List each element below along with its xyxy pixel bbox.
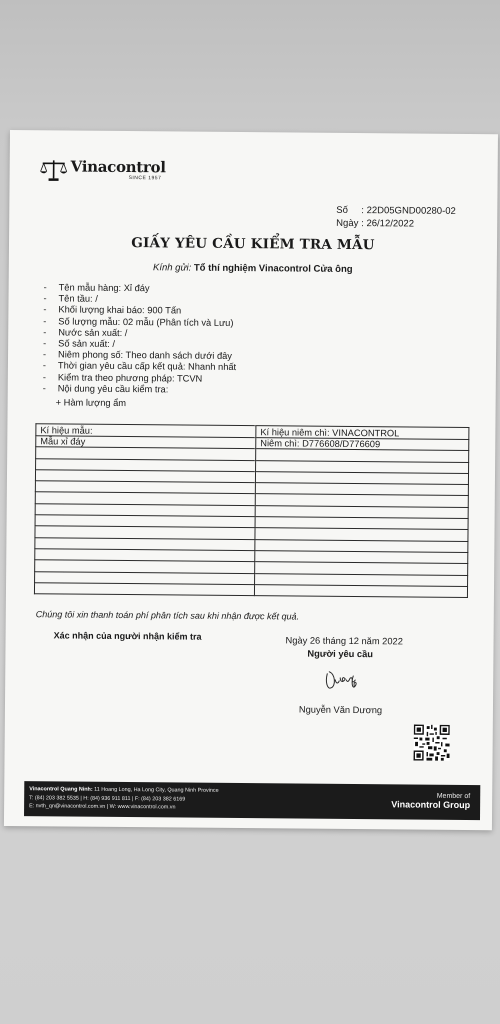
date-value: : 26/12/2022 xyxy=(361,218,415,230)
signature xyxy=(323,666,363,701)
footer-group-name: Vinacontrol Group xyxy=(391,799,471,811)
scales-icon xyxy=(40,158,68,182)
payment-note: Chúng tôi xin thanh toán phí phân tích sau khi nhận được kết quả. xyxy=(35,609,300,622)
brand-since: SINCE 1957 xyxy=(128,175,162,182)
signing-date: Ngày 26 tháng 12 năm 2022 xyxy=(285,635,403,647)
document-page xyxy=(4,130,498,830)
recipient-value: Tổ thí nghiệm Vinacontrol Cửa ông xyxy=(193,262,353,275)
info-item: - Khối lượng khai báo: 900 Tấn xyxy=(43,304,182,316)
sample-table xyxy=(34,423,469,598)
footer-contact xyxy=(29,785,219,812)
recipient-label: Kính gửi: xyxy=(152,262,192,274)
info-item: - Niêm phong số: Theo danh sách dưới đây xyxy=(42,349,233,362)
info-item: - Kiểm tra theo phương pháp: TCVN xyxy=(42,371,203,384)
date-label: Ngày xyxy=(336,217,359,230)
recipient-line xyxy=(9,261,497,276)
info-item: - Nội dung yêu cầu kiểm tra: xyxy=(42,383,169,395)
receiver-confirmation-label: Xác nhận của người nhận kiểm tra xyxy=(53,630,202,642)
info-item: - Số sản xuất: / xyxy=(43,338,116,349)
info-item: - Tên tầu: / xyxy=(43,293,98,304)
signature-scribble xyxy=(323,666,363,696)
company-logo xyxy=(40,158,166,183)
number-label: Số xyxy=(336,204,348,216)
qr-code-icon xyxy=(414,725,450,761)
footer-phones: T: (84) 203 382 5535 | H: (84) 936 911 811 | F: (84) 203 382 6169 xyxy=(29,794,186,803)
sample-code-cell xyxy=(34,583,254,596)
footer-contacts: E: nvth_qn@vinacontrol.com.vn | W: www.vinacontrol.com.vn xyxy=(29,803,176,811)
requester-label: Người yêu cầu xyxy=(307,648,374,660)
info-list xyxy=(43,282,237,396)
footer-company: Vinacontrol Quang Ninh: xyxy=(29,786,93,793)
info-item: - Tên mẫu hàng: Xỉ đáy xyxy=(43,282,150,294)
seal-code-cell: Niêm chì: D776608/D776609 xyxy=(256,438,469,451)
info-item: - Thời gian yêu cầu cấp kết quả: Nhanh nhất xyxy=(42,360,237,373)
test-content-item: + Hàm lượng ẩm xyxy=(55,397,127,409)
table-row xyxy=(34,583,467,598)
seal-code-header: Kí hiệu niêm chì: VINACONTROL xyxy=(256,426,469,440)
seal-code-cell xyxy=(254,585,467,598)
number-value: : 22D05GND00280-02 xyxy=(361,205,456,217)
signer-name: Nguyễn Văn Dương xyxy=(298,704,383,716)
footer-group xyxy=(391,792,470,810)
sample-code-header: Kí hiệu mẫu: xyxy=(36,424,256,438)
info-item: - Số lượng mẫu: 02 mẫu (Phân tích và Lưu) xyxy=(43,315,234,328)
sample-code-cell: Mẫu xỉ đáy xyxy=(36,436,256,449)
brand-name: Vinacontrol xyxy=(70,157,166,177)
document-title: GIẤY YÊU CẦU KIỂM TRA MẪU xyxy=(131,235,375,254)
footer-bar xyxy=(24,781,480,820)
footer-address: 11 Hoang Long, Ha Long City, Quang Ninh Province xyxy=(92,786,219,794)
footer-member-label: Member of xyxy=(436,792,471,801)
document-meta xyxy=(336,204,456,231)
info-item: - Nước sản xuất: / xyxy=(43,327,128,338)
